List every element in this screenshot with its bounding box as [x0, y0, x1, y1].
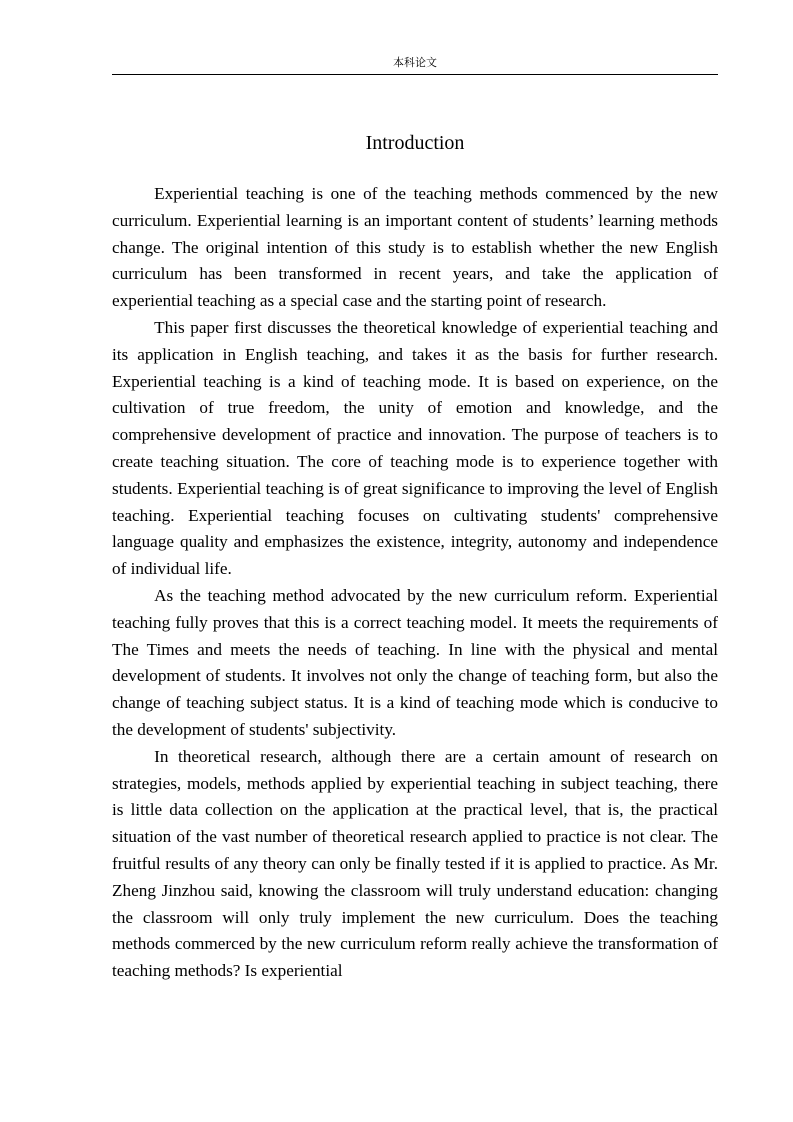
paragraph-4: In theoretical research, although there are a certain amount of research on strategies, models, methods applied by experiential teaching in subject teaching, there is little data collection on the application at the practical level, that is, the practical situation of the vast number of theoretical research applied to practice is not clear. The fruitful results of any theory can only be finally tested if it is applied to practice. As Mr. Zheng Jinzhou said, knowing the classroom will truly understand education: changing the classroom will only truly implement the new curriculum. Does the teaching methods commerced by the new curriculum reform really achieve the transformation of teaching methods? Is experiential: [112, 746, 718, 981]
paragraph-2: This paper first discusses the theoretical knowledge of experiential teaching and its application in English teaching, and takes it as the basis for further research. Experiential teaching is a kind of teaching mode. It is based on experience, on the cultivation of true freedom, the unity of emotion and knowledge, and the comprehensive development of practice and innovation. The purpose of teachers is to create teaching situation. The core of teaching mode is to experience together with students. Experiential teaching is of great significance to improving the level of English teaching. Experiential teaching focuses on cultivating students' comprehensive language quality and emphasizes the existence, integrity, autonomy and independence of individual life.: [112, 317, 718, 579]
page-header: [112, 56, 718, 75]
header-text: 本科论文: [393, 56, 437, 69]
main-content: [112, 128, 718, 985]
section-title: Introduction: [365, 132, 465, 154]
paragraph-3: As the teaching method advocated by the new curriculum reform. Experiential teaching fully proves that this is a correct teaching model. It meets the requirements of The Times and meets the needs of teaching. In line with the physical and mental development of students. It involves not only the change of teaching form, but also the change of teaching subject status. It is a kind of teaching mode which is conducive to the development of students' subjectivity.: [112, 585, 718, 739]
paragraph-1: Experiential teaching is one of the teaching methods commenced by the new curriculum. Experiential learning is an important content of students’ learning methods change. The original intention of this study is to establish whether the new English curriculum has been transformed in recent years, and take the application of experiential teaching as a special case and the starting point of research.: [112, 184, 718, 311]
